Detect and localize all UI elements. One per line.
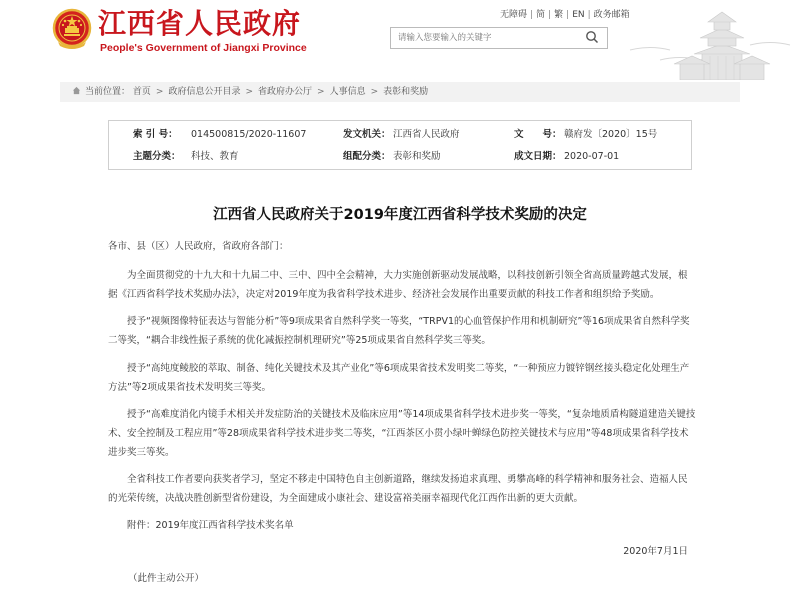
- search-icon: [585, 30, 599, 44]
- issuer-label: 发文机关：: [343, 129, 391, 140]
- index-value: 014500815/2020-11607: [191, 129, 307, 140]
- paragraph-2: 授予“视频图像特征表达与智能分析”等9项成果省自然科学奖一等奖，“TRPV1的心血管保护作用和机制研究”等16项成果省自然科学奖二等奖，“耦合非线性振子系统的优化减振控制机理研究”等25项成果省自然科学奖三等奖。: [108, 316, 690, 346]
- paragraph-4: 授予“高难度消化内镜手术相关并发症防治的关键技术及临床应用”等14项成果省科学技术进步奖一等奖，“复杂地质盾构隧道建造关键技术、安全控制及工程应用”等28项成果省科学技术进步奖二等奖，“江西茶区小贯小绿叶蝉绿色防控关键技术与应用”等48项成果省科学技术进步奖三等奖。: [108, 409, 696, 458]
- attachment-link[interactable]: 附件：2019年度江西省科学技术奖名单: [127, 520, 294, 531]
- site-subtitle: People's Government of Jiangxi Province: [100, 42, 307, 54]
- paragraph-5: 全省科技工作者要向获奖者学习，坚定不移走中国特色自主创新道路，继续发扬追求真理、勇攀高峰的科学精神和服务社会、造福人民的光荣传统，决战决胜创新型省份建设，为全面建成小康社会、建设富裕美丽幸福现代化江西作出新的更大贡献。: [108, 474, 688, 504]
- national-emblem-icon: [52, 8, 92, 52]
- index-label: 索 引 号：: [133, 129, 178, 140]
- breadcrumb: 当前位置： 首页 > 政府信息公开目录 > 省政府办公厅 > 人事信息 > 表彰和奖励: [60, 82, 740, 102]
- public-note: （此件主动公开）: [128, 573, 205, 584]
- written-date-label: 成文日期：: [514, 151, 562, 162]
- site-header: [0, 0, 800, 80]
- info-row-1: [109, 124, 691, 146]
- paragraph-3: 授予“高纯度鲮胶的萃取、制备、纯化关键技术及其产业化”等6项成果省技术发明奖二等奖，“一种预应力镀锌钢丝接头稳定化处理生产方法”等2项成果省技术发明奖三等奖。: [108, 363, 690, 393]
- search-button[interactable]: [577, 28, 607, 48]
- top-links: 无障碍 | 简 | 繁 | EN | 政务邮箱: [500, 10, 630, 20]
- genre-value: 表彰和奖励: [393, 151, 441, 162]
- search-box: [390, 27, 608, 49]
- topic-value: 科技、教育: [191, 151, 239, 162]
- tengwang-pavilion-illustration: [620, 0, 800, 80]
- breadcrumb-home[interactable]: 首页: [132, 87, 151, 97]
- written-date-value: 2020-07-01: [564, 151, 620, 162]
- document-info-table: [108, 120, 692, 170]
- traditional-chinese-link[interactable]: 繁: [554, 10, 564, 20]
- paragraph-1: 为全面贯彻党的十九大和十九届二中、三中、四中全会精神，大力实施创新驱动发展战略，以科技创新引领全省高质量跨越式发展，根据《江西省科学技术奖励办法》，决定对2019年度为我省科学技术进步、经济社会发展作出重要贡献的科技工作者和组织给予奖励。: [108, 270, 688, 300]
- topic-label: 主题分类：: [133, 151, 181, 162]
- gov-mail-link[interactable]: 政务邮箱: [593, 10, 630, 20]
- salutation: 各市、县（区）人民政府，省政府各部门：: [108, 241, 289, 252]
- doc-number-value: 赣府发〔2020〕15号: [564, 129, 658, 140]
- genre-label: 组配分类：: [343, 151, 391, 162]
- info-row-2: [109, 146, 691, 168]
- document-title: 江西省人民政府关于2019年度江西省科学技术奖励的决定: [213, 207, 587, 223]
- search-input[interactable]: [391, 28, 576, 48]
- document-date: 2020年7月1日: [623, 546, 688, 557]
- english-link[interactable]: EN: [572, 10, 585, 20]
- accessibility-link[interactable]: 无障碍: [500, 10, 528, 20]
- simplified-chinese-link[interactable]: 简: [536, 10, 546, 20]
- breadcrumb-office[interactable]: 省政府办公厅: [258, 87, 313, 97]
- doc-number-label: 文 号：: [514, 129, 562, 140]
- breadcrumb-personnel[interactable]: 人事信息: [329, 87, 366, 97]
- issuer-value: 江西省人民政府: [393, 129, 460, 140]
- site-title[interactable]: 江西省人民政府: [98, 7, 302, 40]
- breadcrumb-awards[interactable]: 表彰和奖励: [383, 87, 429, 97]
- breadcrumb-prefix: 当前位置：: [85, 87, 131, 97]
- breadcrumb-gov-info[interactable]: 政府信息公开目录: [168, 87, 241, 97]
- home-icon: [72, 86, 81, 95]
